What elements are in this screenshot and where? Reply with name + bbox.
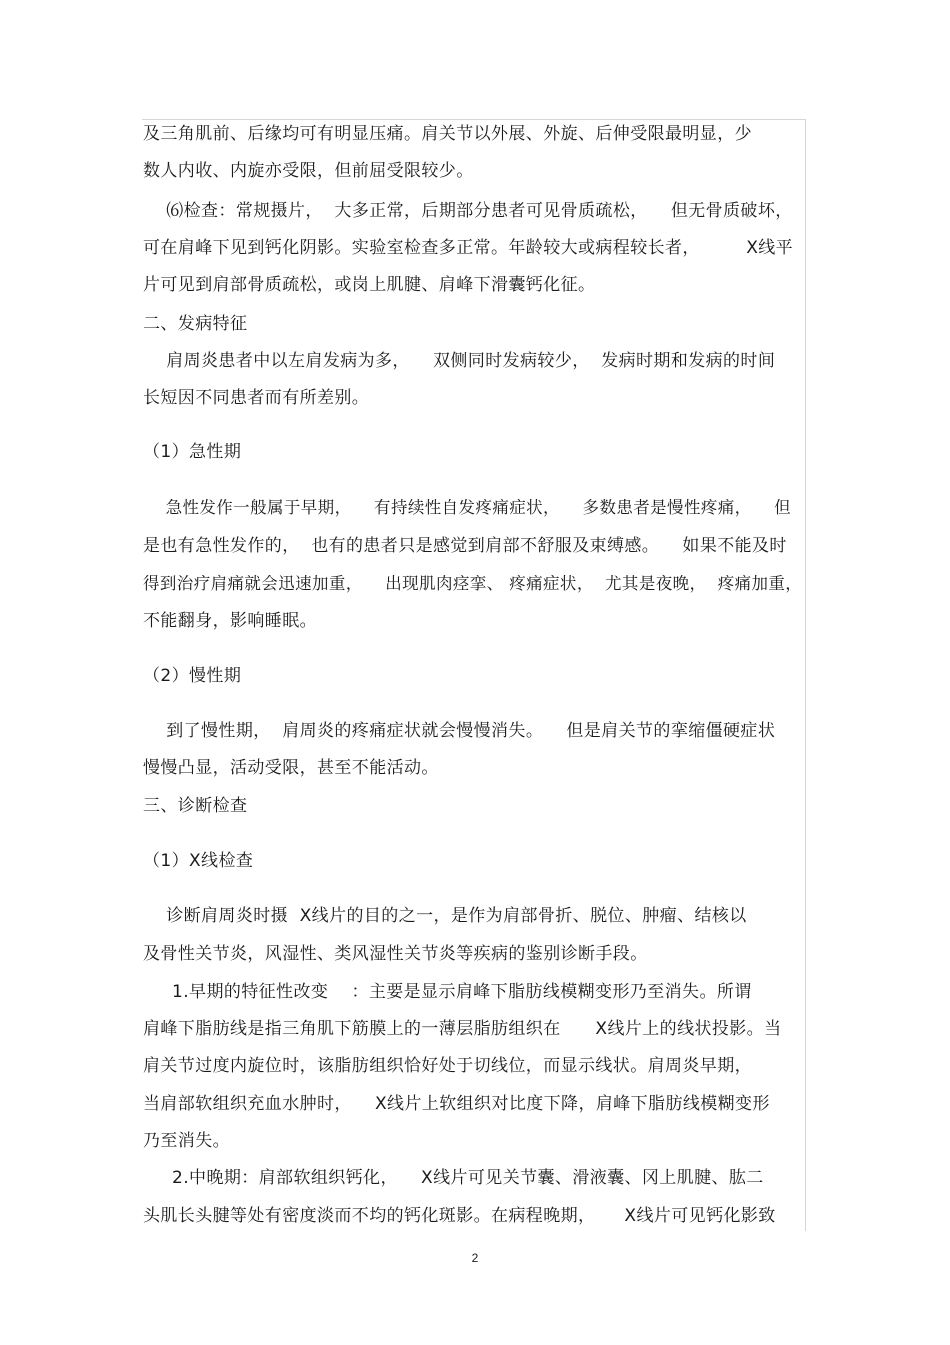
text-line: 长短因不同患者而有所差别。 [143,388,370,408]
page-number: 2 [471,1251,479,1265]
text-line: 当肩部软组织充血水肿时， X线片上软组织对比度下降，肩峰下脂肪线模糊变形 [143,1094,770,1114]
text-line: 2.中晚期：肩部软组织钙化， X线片可见关节囊、滑液囊、冈上肌腱、肱二 [143,1168,764,1188]
subsection-heading: （1）X线检查 [143,851,254,871]
text-line: 可在肩峰下见到钙化阴影。实验室检查多正常。年龄较大或病程较长者， X线平 [143,238,794,258]
text-line: 肩峰下脂肪线是指三角肌下筋膜上的一薄层脂肪组织在 X线片上的线状投影。当 [143,1019,782,1039]
text-line: 是也有急性发作的， 也有的患者只是感觉到肩部不舒服及束缚感。 如果不能及时 [143,536,787,556]
text-line: 得到治疗肩痛就会迅速加重， 出现肌肉痉挛、 疼痛症状， 尤其是夜晚， 疼痛加重， [143,574,803,593]
text-line: 肩关节过度内旋位时，该脂肪组织恰好处于切线位，而显示线状。肩周炎早期， [143,1056,752,1076]
text-line: 及骨性关节炎，风湿性、类风湿性关节炎等疾病的鉴别诊断手段。 [143,944,648,964]
text-line: 不能翻身，影响睡眠。 [143,611,317,631]
text-line: 肩周炎患者中以左肩发病为多， 双侧同时发病较少， 发病时期和发病的时间 [143,351,776,371]
text-line: 头肌长头腱等处有密度淡而不均的钙化斑影。在病程晚期， X线片可见钙化影致 [143,1206,776,1226]
text-line: 到了慢性期， 肩周炎的疼痛症状就会慢慢消失。 但是肩关节的挛缩僵硬症状 [143,721,776,741]
text-line: 片可见到肩部骨质疏松，或岗上肌腱、肩峰下滑囊钙化征。 [143,275,596,295]
text-line: 及三角肌前、后缘均可有明显压痛。肩关节以外展、外旋、后伸受限最明显，少 [143,124,752,144]
section-heading: 三、诊断检查 [143,796,248,816]
section-heading: 二、发病特征 [143,314,248,334]
text-line: 乃至消失。 [143,1131,230,1151]
text-line: ⑹检查：常规摄片， 大多正常，后期部分患者可见骨质疏松， 但无骨质破坏， [143,201,793,221]
text-line: 1.早期的特征性改变 ：主要是显示肩峰下脂肪线模糊变形乃至消失。所谓 [143,982,752,1002]
text-line: 数人内收、内旋亦受限，但前屈受限较少。 [143,161,474,181]
text-line: 急性发作一般属于早期， 有持续性自发疼痛症状， 多数患者是慢性疼痛， 但 [143,498,792,517]
subsection-heading: （2）慢性期 [143,666,242,686]
text-line: 慢慢凸显，活动受限，甚至不能活动。 [143,758,439,778]
text-line: 诊断肩周炎时摄 X线片的目的之一，是作为肩部骨折、脱位、肿瘤、结核以 [143,906,747,926]
subsection-heading: （1）急性期 [143,442,242,462]
